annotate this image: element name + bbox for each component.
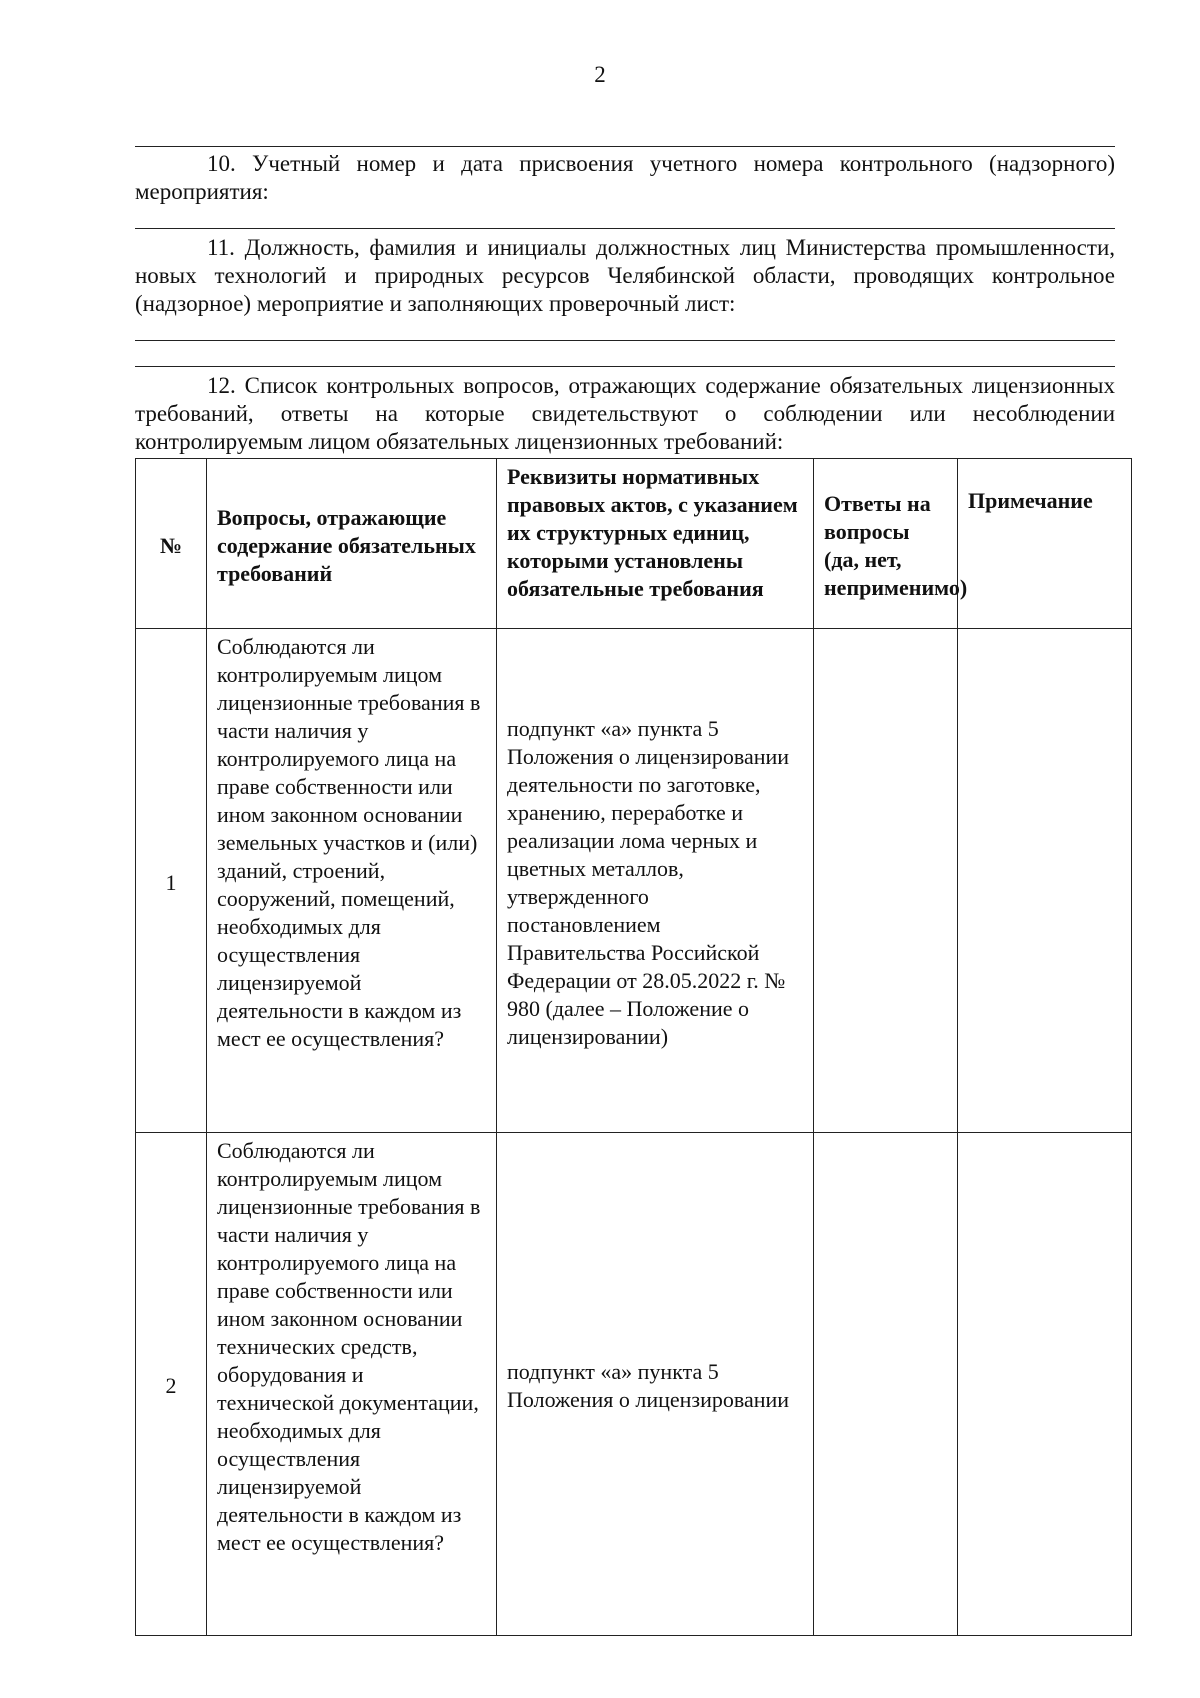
header-note: Примечание: [958, 459, 1132, 629]
fill-line: [135, 146, 1115, 147]
item-11-text: 11. Должность, фамилия и инициалы должностных лиц Министерства промышленности, новых технологий и природных ресурсов Челябинской области, проводящих контрольное (надзорное) мероприятие и заполняющих проверочный лист:: [135, 235, 1115, 316]
row-question: Соблюдаются ли контролируемым лицом лицензионные требования в части наличия у контролируемого лица на праве собственности или ином законном основании технических средств, оборудования и технической документации, необходимых для осуществления лицензируемой деятельности в каждом из мест ее осуществления?: [207, 1133, 497, 1636]
item-12-paragraph: [135, 372, 1115, 456]
row-question: Соблюдаются ли контролируемым лицом лицензионные требования в части наличия у контролируемого лица на праве собственности или ином законном основании земельных участков и (или) зданий, строений, сооружений, помещений, необходимых для осуществления лицензируемой деятельности в каждом из мест ее осуществления?: [207, 629, 497, 1133]
item-10-paragraph: [135, 150, 1115, 206]
row-answer-cell[interactable]: [814, 629, 958, 1133]
row-requisite: подпункт «а» пункта 5 Положения о лицензировании: [497, 1133, 814, 1636]
header-questions: Вопросы, отражающие содержание обязательных требований: [207, 459, 497, 629]
item-11-paragraph: [135, 234, 1115, 318]
row-answer-cell[interactable]: [814, 1133, 958, 1636]
row-note-cell[interactable]: [958, 629, 1132, 1133]
checklist-table: [135, 458, 1132, 1636]
header-answers: Ответы на вопросы (да, нет, неприменимо): [814, 459, 958, 629]
header-number: №: [136, 459, 207, 629]
table-row: [136, 629, 1132, 1133]
item-10-text: 10. Учетный номер и дата присвоения учетного номера контрольного (надзорного) мероприятия:: [135, 151, 1115, 204]
fill-line: [135, 366, 1115, 367]
fill-line: [135, 340, 1115, 341]
row-number: 2: [136, 1133, 207, 1636]
row-number: 1: [136, 629, 207, 1133]
fill-line: [135, 228, 1115, 229]
row-note-cell[interactable]: [958, 1133, 1132, 1636]
table-header-row: [136, 459, 1132, 629]
table-row: [136, 1133, 1132, 1636]
header-requisites: Реквизиты нормативных правовых актов, с указанием их структурных единиц, которыми установлены обязательные требования: [497, 459, 814, 629]
item-12-text: 12. Список контрольных вопросов, отражающих содержание обязательных лицензионных требований, ответы на которые свидетельствуют о соблюдении или несоблюдении контролируемым лицом обязательных лицензионных требований:: [135, 373, 1115, 454]
page-number: 2: [594, 62, 606, 87]
row-requisite: подпункт «а» пункта 5 Положения о лицензировании деятельности по заготовке, хранению, переработке и реализации лома черных и цветных металлов, утвержденного постановлением Правительства Российской Федерации от 28.05.2022 г. № 980 (далее – Положение о лицензировании): [497, 629, 814, 1133]
